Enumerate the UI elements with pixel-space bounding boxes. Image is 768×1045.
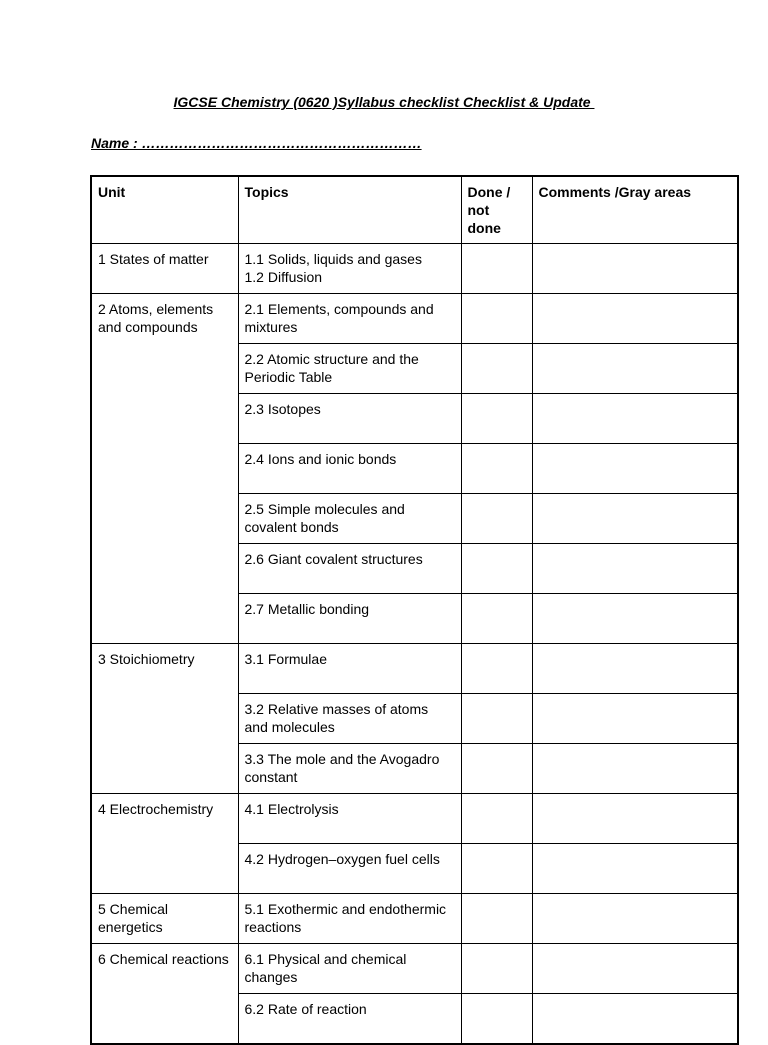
done-status-cell[interactable] <box>461 444 532 494</box>
topic-cell <box>238 444 461 494</box>
done-status-cell[interactable] <box>461 644 532 694</box>
topic-label: 1.2 Diffusion <box>244 269 323 285</box>
comments-cell[interactable] <box>532 294 738 344</box>
comments-cell[interactable] <box>532 744 738 794</box>
table-row <box>91 794 738 844</box>
unit-cell: 4 Electrochemistry <box>91 794 238 894</box>
topic-label: 2.7 Metallic bonding <box>244 601 370 617</box>
comments-cell[interactable] <box>532 594 738 644</box>
comments-cell[interactable] <box>532 344 738 394</box>
topic-cell <box>238 394 461 444</box>
topic-label: 2.3 Isotopes <box>244 401 321 417</box>
topic-cell <box>238 944 461 994</box>
topic-label: 4.1 Electrolysis <box>244 801 339 817</box>
unit-column-header: Unit <box>91 176 238 244</box>
table-header-row <box>91 176 738 244</box>
topic-label: 5.1 Exothermic and endothermic reactions <box>244 901 447 935</box>
topic-cell <box>238 344 461 394</box>
comments-cell[interactable] <box>532 844 738 894</box>
done-status-cell[interactable] <box>461 344 532 394</box>
done-column-header <box>461 176 532 244</box>
done-status-cell[interactable] <box>461 694 532 744</box>
unit-cell: 3 Stoichiometry <box>91 644 238 794</box>
topic-cell <box>238 494 461 544</box>
table-row <box>91 294 738 344</box>
comments-cell[interactable] <box>532 444 738 494</box>
topic-cell <box>238 744 461 794</box>
unit-cell: 2 Atoms, elements and compounds <box>91 294 238 644</box>
comments-cell[interactable] <box>532 494 738 544</box>
topic-cell <box>238 244 461 294</box>
done-status-cell[interactable] <box>461 544 532 594</box>
comments-cell[interactable] <box>532 544 738 594</box>
unit-cell: 1 States of matter <box>91 244 238 294</box>
comments-cell[interactable] <box>532 394 738 444</box>
comments-cell[interactable] <box>532 244 738 294</box>
table-row <box>91 644 738 694</box>
topic-label: 2.4 Ions and ionic bonds <box>244 451 397 467</box>
done-header-line: done <box>467 220 501 236</box>
topic-cell <box>238 794 461 844</box>
topic-label: 6.1 Physical and chemical changes <box>244 951 407 985</box>
topic-label: 3.3 The mole and the Avogadro constant <box>244 751 440 785</box>
done-status-cell[interactable] <box>461 994 532 1045</box>
topic-label: 1.1 Solids, liquids and gases <box>244 251 422 267</box>
table-row <box>91 894 738 944</box>
comments-cell[interactable] <box>532 994 738 1045</box>
topic-label: 3.2 Relative masses of atoms and molecules <box>244 701 429 735</box>
comments-cell[interactable] <box>532 944 738 994</box>
syllabus-checklist-table <box>90 175 739 1045</box>
comments-cell[interactable] <box>532 644 738 694</box>
topic-cell <box>238 594 461 644</box>
done-status-cell[interactable] <box>461 394 532 444</box>
done-status-cell[interactable] <box>461 244 532 294</box>
topic-label: 6.2 Rate of reaction <box>244 1001 367 1017</box>
topic-cell <box>238 694 461 744</box>
comments-column-header: Comments /Gray areas <box>532 176 738 244</box>
topic-label: 3.1 Formulae <box>244 651 327 667</box>
comments-cell[interactable] <box>532 694 738 744</box>
done-status-cell[interactable] <box>461 794 532 844</box>
topic-label: 2.6 Giant covalent structures <box>244 551 423 567</box>
done-status-cell[interactable] <box>461 894 532 944</box>
topic-cell <box>238 544 461 594</box>
table-row <box>91 244 738 294</box>
topic-label: 4.2 Hydrogen–oxygen fuel cells <box>244 851 440 867</box>
name-field-line: Name : …………………………………………………… <box>91 135 422 151</box>
done-status-cell[interactable] <box>461 744 532 794</box>
topic-cell <box>238 844 461 894</box>
checklist-body <box>91 244 738 1045</box>
topic-cell <box>238 994 461 1045</box>
topic-cell <box>238 294 461 344</box>
done-header-line: not <box>467 202 490 218</box>
done-status-cell[interactable] <box>461 944 532 994</box>
comments-cell[interactable] <box>532 894 738 944</box>
unit-cell: 6 Chemical reactions <box>91 944 238 1045</box>
comments-cell[interactable] <box>532 794 738 844</box>
done-status-cell[interactable] <box>461 294 532 344</box>
topic-label: 2.2 Atomic structure and the Periodic Table <box>244 351 419 385</box>
done-status-cell[interactable] <box>461 594 532 644</box>
done-header-line: Done / <box>467 184 511 200</box>
document-title: IGCSE Chemistry (0620 )Syllabus checklist Checklist & Update <box>173 94 595 110</box>
topic-cell <box>238 894 461 944</box>
done-status-cell[interactable] <box>461 494 532 544</box>
done-status-cell[interactable] <box>461 844 532 894</box>
topics-column-header: Topics <box>238 176 461 244</box>
topic-cell <box>238 644 461 694</box>
table-row <box>91 944 738 994</box>
topic-label: 2.1 Elements, compounds and mixtures <box>244 301 434 335</box>
topic-label: 2.5 Simple molecules and covalent bonds <box>244 501 405 535</box>
unit-cell: 5 Chemical energetics <box>91 894 238 944</box>
